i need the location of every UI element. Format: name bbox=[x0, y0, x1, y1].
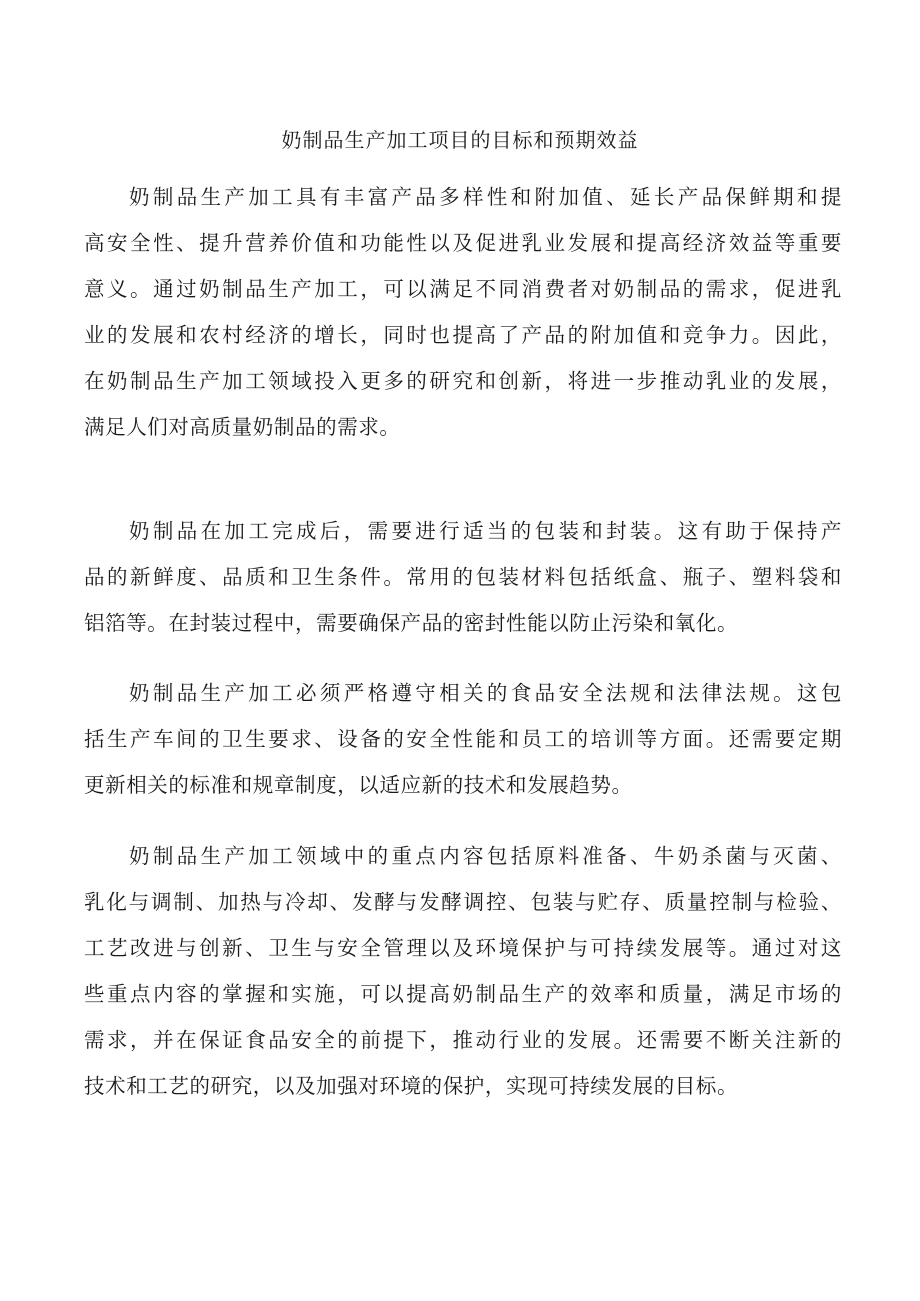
paragraph-line: 在奶制品生产加工领域投入更多的研究和创新，将进一步推动乳业的发展， bbox=[84, 369, 842, 393]
paragraph-line: 铝箔等。在封装过程中，需要确保产品的密封性能以防止污染和氧化。 bbox=[84, 611, 739, 635]
paragraph-line: 需求，并在保证食品安全的前提下，推动行业的发展。还需要不断关注新的 bbox=[84, 1028, 842, 1052]
paragraph-line: 意义。通过奶制品生产加工，可以满足不同消费者对奶制品的需求，促进乳 bbox=[84, 277, 842, 301]
paragraph-significance bbox=[84, 174, 842, 450]
paragraph-line: 更新相关的标准和规章制度，以适应新的技术和发展趋势。 bbox=[84, 773, 633, 797]
paragraph-line: 奶制品生产加工具有丰富产品多样性和附加值、延长产品保鲜期和提 bbox=[129, 185, 842, 209]
paragraph-line: 技术和工艺的研究，以及加强对环境的保护，实现可持续发展的目标。 bbox=[84, 1074, 739, 1098]
paragraph-line: 高安全性、提升营养价值和功能性以及促进乳业发展和提高经济效益等重要 bbox=[84, 231, 842, 255]
paragraph-line: 乳化与调制、加热与冷却、发酵与发酵调控、包装与贮存、质量控制与检验、 bbox=[84, 890, 842, 914]
paragraph-line: 业的发展和农村经济的增长，同时也提高了产品的附加值和竞争力。因此， bbox=[84, 323, 842, 347]
paragraph-line: 些重点内容的掌握和实施，可以提高奶制品生产的效率和质量，满足市场的 bbox=[84, 982, 842, 1006]
paragraph-line: 满足人们对高质量奶制品的需求。 bbox=[84, 415, 401, 439]
paragraph-line: 奶制品生产加工领域中的重点内容包括原料准备、牛奶杀菌与灭菌、 bbox=[129, 844, 842, 868]
paragraph-line: 奶制品生产加工必须严格遵守相关的食品安全法规和法律法规。这包 bbox=[129, 681, 842, 705]
paragraph-key-content bbox=[84, 833, 842, 1109]
paragraph-line: 品的新鲜度、品质和卫生条件。常用的包装材料包括纸盒、瓶子、塑料袋和 bbox=[84, 565, 842, 589]
paragraph-line: 工艺改进与创新、卫生与安全管理以及环境保护与可持续发展等。通过对这 bbox=[84, 936, 842, 960]
paragraph-packaging bbox=[84, 508, 842, 646]
paragraph-line: 括生产车间的卫生要求、设备的安全性能和员工的培训等方面。还需要定期 bbox=[84, 727, 842, 751]
paragraph-line: 奶制品在加工完成后，需要进行适当的包装和封装。这有助于保持产 bbox=[129, 519, 842, 543]
document-title: 奶制品生产加工项目的目标和预期效益 bbox=[281, 128, 639, 152]
paragraph-regulations bbox=[84, 670, 842, 808]
